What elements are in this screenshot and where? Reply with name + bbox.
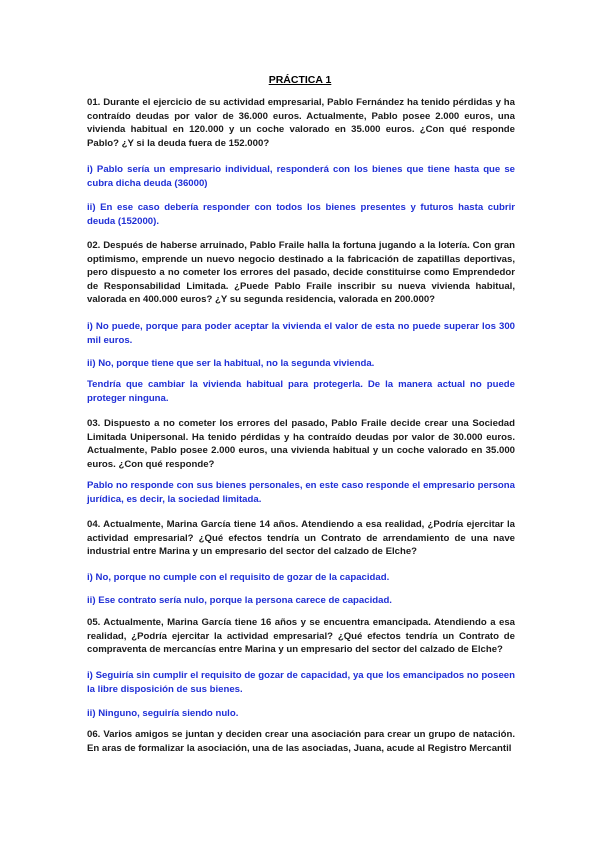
question-06: 06. Varios amigos se juntan y deciden crear una asociación para crear un grupo de natación. En aras de formalizar la asociación, una de las asociadas, Juana, acude al Registro Mercantil xyxy=(87,729,515,754)
answer-03: Pablo no responde con sus bienes personales, en este caso responde el empresario persona jurídica, es decir, la sociedad limitada. xyxy=(87,480,515,505)
answer-04-ii: ii) Ese contrato sería nulo, porque la persona carece de capacidad. xyxy=(87,595,392,606)
question-02: 02. Después de haberse arruinado, Pablo Fraile halla la fortuna jugando a la lotería. Con gran optimismo, emprende un nuevo negocio destinado a la fabricación de zapatillas deportivas, pero dispuesto a no cometer los errores del pasado, decide constituirse como Emprendedor de Responsabilidad Limitada. ¿Puede Pablo Fraile inscribir su nueva vivienda habitual, valorada en 400.000 euros? ¿Y su segunda residencia, valorada en 200.000? xyxy=(87,240,515,306)
answer-02-note: Tendría que cambiar la vivienda habitual para protegerla. De la manera actual no puede proteger ninguna. xyxy=(87,379,515,404)
question-04: 04. Actualmente, Marina García tiene 14 años. Atendiendo a esa realidad, ¿Podría ejercitar la actividad empresarial? ¿Qué efectos tendría un Contrato de arrendamiento de una nave industrial entre Marina y un empresario del sector del calzado de Elche? xyxy=(87,519,515,558)
page-title: PRÁCTICA 1 xyxy=(268,74,332,86)
answer-01-ii: ii) En ese caso debería responder con todos los bienes presentes y futuros hasta cubrir deuda (152000). xyxy=(87,202,515,227)
answer-01-i: i) Pablo sería un empresario individual, responderá con los bienes que tiene hasta que se cubra dicha deuda (36000) xyxy=(87,164,515,189)
answer-02-ii: ii) No, porque tiene que ser la habitual, no la segunda vivienda. xyxy=(87,358,375,369)
question-05: 05. Actualmente, Marina García tiene 16 años y se encuentra emancipada. Atendiendo a esa realidad, ¿Podría ejercitar la actividad empresarial? ¿Qué efectos tendría un Contrato de compraventa de mercancías entre Marina y un empresario del sector del calzado de Elche? xyxy=(87,617,515,656)
answer-02-i: i) No puede, porque para poder aceptar la vivienda el valor de esta no puede superar los 300 mil euros. xyxy=(87,321,515,346)
question-01: 01. Durante el ejercicio de su actividad empresarial, Pablo Fernández ha tenido pérdidas y ha contraído deudas por valor de 36.000 euros. Actualmente, Pablo posee 2.000 euros, una vivienda habitual en 120.000 y un coche valorado en 35.000 euros. ¿Con qué responde Pablo? ¿Y si la deuda fuera de 152.000? xyxy=(87,97,515,149)
question-03: 03. Dispuesto a no cometer los errores del pasado, Pablo Fraile decide crear una Sociedad Limitada Unipersonal. Ha tenido pérdidas y ha contraído deudas por valor de 30.000 euros. Actualmente, Pablo posee 2.000 euros, una vivienda habitual y un coche valorado en 35.000 euros. ¿Con qué responde? xyxy=(87,418,515,470)
answer-05-ii: ii) Ninguno, seguiría siendo nulo. xyxy=(87,708,239,719)
answer-04-i: i) No, porque no cumple con el requisito de gozar de la capacidad. xyxy=(87,572,390,583)
answer-05-i: i) Seguiría sin cumplir el requisito de gozar de capacidad, ya que los emancipados no poseen la libre disposición de sus bienes. xyxy=(87,670,515,695)
